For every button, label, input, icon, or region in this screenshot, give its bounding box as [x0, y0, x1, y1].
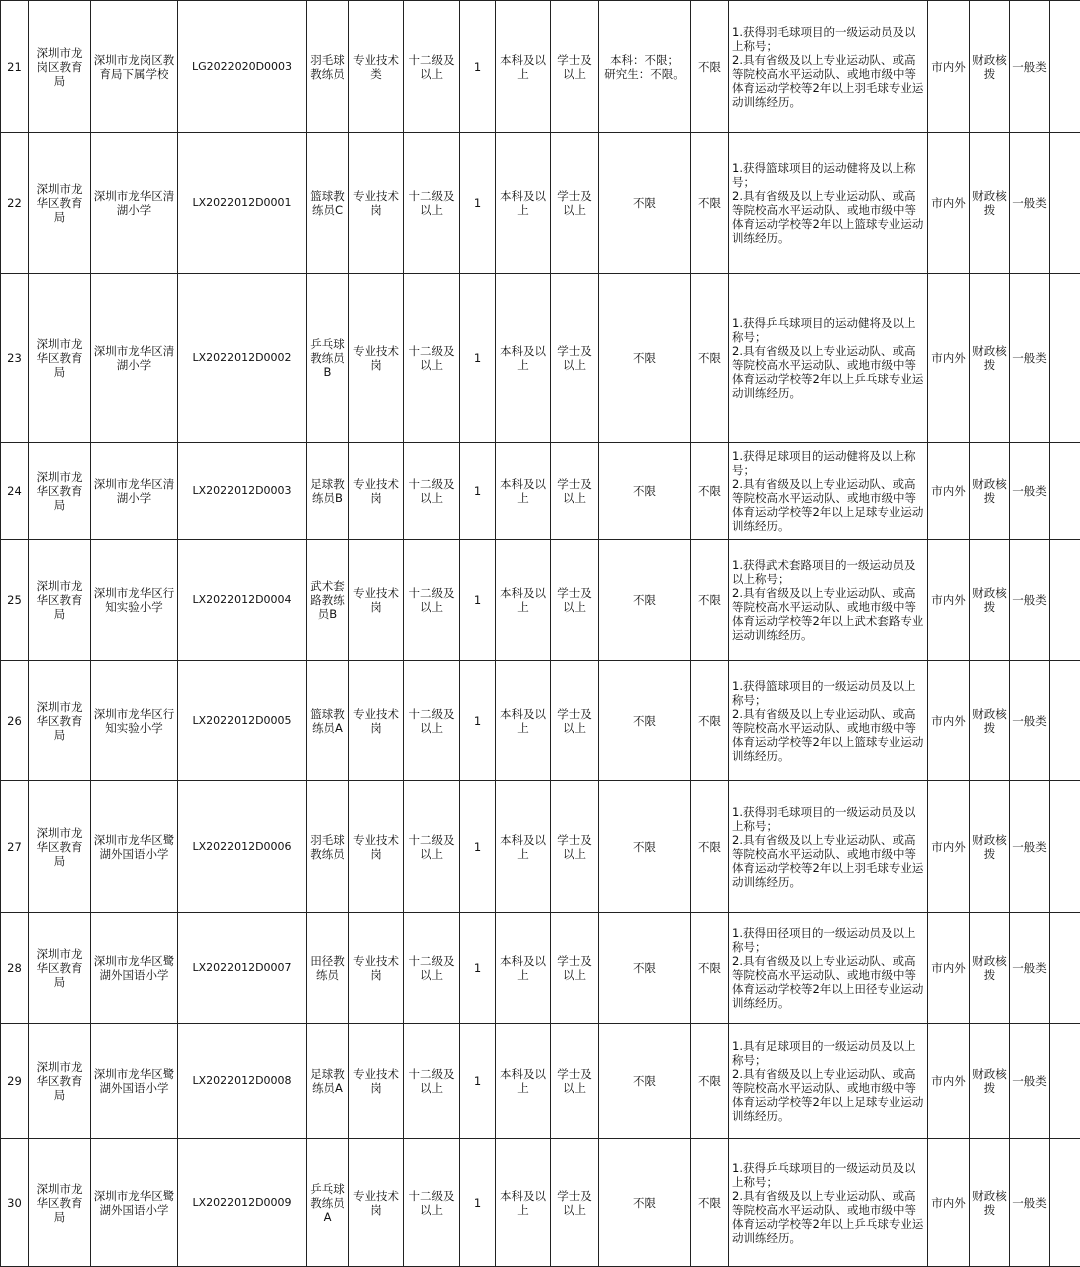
position-name-cell: 武术套路教练员B [307, 540, 349, 661]
headcount-cell: 1 [460, 781, 496, 913]
row-number: 25 [1, 540, 29, 661]
headcount-cell: 1 [460, 443, 496, 540]
table-row [1, 274, 1080, 443]
unit-cell: 深圳市龙岗区教育局下属学校 [91, 1, 178, 133]
recruit-scope-cell: 市内外 [928, 781, 970, 913]
recruit-scope-cell: 市内外 [928, 1, 970, 133]
unit-cell: 深圳市龙华区行知实验小学 [91, 661, 178, 781]
position-code-cell: LX2022012D0005 [178, 661, 307, 781]
major-cell: 不限 [599, 133, 691, 274]
position-code-cell: LX2022012D0009 [178, 1139, 307, 1267]
headcount-cell: 1 [460, 1024, 496, 1139]
headcount-cell: 1 [460, 540, 496, 661]
position-name-cell: 足球教练员A [307, 1024, 349, 1139]
unit-cell: 深圳市龙华区鹭湖外国语小学 [91, 781, 178, 913]
extra-cell [1050, 661, 1080, 781]
position-type-cell: 专业技术类 [349, 1, 404, 133]
position-name-cell: 篮球教练员A [307, 661, 349, 781]
category-cell: 一般类 [1010, 133, 1050, 274]
education-cell: 本科及以上 [496, 781, 551, 913]
major-cell: 不限 [599, 540, 691, 661]
funding-cell: 财政核拨 [970, 1024, 1010, 1139]
funding-cell: 财政核拨 [970, 1139, 1010, 1267]
table-row [1, 661, 1080, 781]
recruit-scope-cell: 市内外 [928, 913, 970, 1024]
category-cell: 一般类 [1010, 1139, 1050, 1267]
level-cell: 十二级及以上 [404, 661, 460, 781]
other-requirement-cell: 不限 [691, 274, 729, 443]
row-number: 24 [1, 443, 29, 540]
education-cell: 本科及以上 [496, 133, 551, 274]
other-requirement-cell: 不限 [691, 1, 729, 133]
level-cell: 十二级及以上 [404, 1139, 460, 1267]
major-cell: 不限 [599, 274, 691, 443]
other-requirement-cell: 不限 [691, 133, 729, 274]
category-cell: 一般类 [1010, 274, 1050, 443]
category-cell: 一般类 [1010, 781, 1050, 913]
department-cell: 深圳市龙华区教育局 [29, 133, 91, 274]
position-type-cell: 专业技术岗 [349, 274, 404, 443]
level-cell: 十二级及以上 [404, 274, 460, 443]
department-cell: 深圳市龙华区教育局 [29, 1139, 91, 1267]
education-cell: 本科及以上 [496, 274, 551, 443]
other-requirement-cell: 不限 [691, 913, 729, 1024]
table-row [1, 1024, 1080, 1139]
level-cell: 十二级及以上 [404, 1, 460, 133]
position-type-cell: 专业技术岗 [349, 913, 404, 1024]
level-cell: 十二级及以上 [404, 781, 460, 913]
position-type-cell: 专业技术岗 [349, 540, 404, 661]
position-type-cell: 专业技术岗 [349, 133, 404, 274]
funding-cell: 财政核拨 [970, 540, 1010, 661]
row-number: 29 [1, 1024, 29, 1139]
row-number: 21 [1, 1, 29, 133]
level-cell: 十二级及以上 [404, 913, 460, 1024]
extra-cell [1050, 781, 1080, 913]
extra-cell [1050, 443, 1080, 540]
recruit-scope-cell: 市内外 [928, 1024, 970, 1139]
position-type-cell: 专业技术岗 [349, 781, 404, 913]
major-cell: 不限 [599, 661, 691, 781]
requirements-cell: 1.获得羽毛球项目的一级运动员及以上称号； 2.具有省级及以上专业运动队、或高等院校高水平运动队、或地市级中等体育运动学校等2年以上羽毛球专业运动训练经历。 [729, 781, 928, 913]
headcount-cell: 1 [460, 133, 496, 274]
category-cell: 一般类 [1010, 661, 1050, 781]
funding-cell: 财政核拨 [970, 443, 1010, 540]
position-code-cell: LX2022012D0006 [178, 781, 307, 913]
recruit-scope-cell: 市内外 [928, 133, 970, 274]
major-cell: 不限 [599, 1024, 691, 1139]
level-cell: 十二级及以上 [404, 1024, 460, 1139]
degree-cell: 学士及以上 [551, 661, 599, 781]
unit-cell: 深圳市龙华区行知实验小学 [91, 540, 178, 661]
table-row [1, 443, 1080, 540]
row-number: 27 [1, 781, 29, 913]
requirements-cell: 1.获得篮球项目的运动健将及以上称号； 2.具有省级及以上专业运动队、或高等院校高水平运动队、或地市级中等体育运动学校等2年以上篮球专业运动训练经历。 [729, 133, 928, 274]
level-cell: 十二级及以上 [404, 540, 460, 661]
table-row [1, 133, 1080, 274]
education-cell: 本科及以上 [496, 913, 551, 1024]
degree-cell: 学士及以上 [551, 274, 599, 443]
position-code-cell: LG2022020D0003 [178, 1, 307, 133]
requirements-cell: 1.获得乒乓球项目的一级运动员及以上称号； 2.具有省级及以上专业运动队、或高等院校高水平运动队、或地市级中等体育运动学校等2年以上乒乓球专业运动训练经历。 [729, 1139, 928, 1267]
degree-cell: 学士及以上 [551, 1, 599, 133]
degree-cell: 学士及以上 [551, 133, 599, 274]
category-cell: 一般类 [1010, 443, 1050, 540]
position-type-cell: 专业技术岗 [349, 1139, 404, 1267]
department-cell: 深圳市龙华区教育局 [29, 913, 91, 1024]
extra-cell [1050, 274, 1080, 443]
department-cell: 深圳市龙华区教育局 [29, 1024, 91, 1139]
position-type-cell: 专业技术岗 [349, 443, 404, 540]
recruit-scope-cell: 市内外 [928, 1139, 970, 1267]
major-cell: 本科：不限； 研究生：不限。 [599, 1, 691, 133]
department-cell: 深圳市龙华区教育局 [29, 781, 91, 913]
row-number: 28 [1, 913, 29, 1024]
unit-cell: 深圳市龙华区清湖小学 [91, 443, 178, 540]
extra-cell [1050, 540, 1080, 661]
extra-cell [1050, 1024, 1080, 1139]
degree-cell: 学士及以上 [551, 913, 599, 1024]
other-requirement-cell: 不限 [691, 781, 729, 913]
education-cell: 本科及以上 [496, 1024, 551, 1139]
recruit-scope-cell: 市内外 [928, 661, 970, 781]
category-cell: 一般类 [1010, 1024, 1050, 1139]
position-code-cell: LX2022012D0003 [178, 443, 307, 540]
position-name-cell: 羽毛球教练员 [307, 781, 349, 913]
degree-cell: 学士及以上 [551, 540, 599, 661]
category-cell: 一般类 [1010, 913, 1050, 1024]
extra-cell [1050, 1139, 1080, 1267]
requirements-cell: 1.具有足球项目的一级运动员及以上称号； 2.具有省级及以上专业运动队、或高等院校高水平运动队、或地市级中等体育运动学校等2年以上足球专业运动训练经历。 [729, 1024, 928, 1139]
row-number: 26 [1, 661, 29, 781]
other-requirement-cell: 不限 [691, 1139, 729, 1267]
major-cell: 不限 [599, 913, 691, 1024]
recruit-scope-cell: 市内外 [928, 443, 970, 540]
requirements-cell: 1.获得篮球项目的一级运动员及以上称号； 2.具有省级及以上专业运动队、或高等院校高水平运动队、或地市级中等体育运动学校等2年以上篮球专业运动训练经历。 [729, 661, 928, 781]
position-name-cell: 乒乓球教练员B [307, 274, 349, 443]
other-requirement-cell: 不限 [691, 1024, 729, 1139]
position-code-cell: LX2022012D0007 [178, 913, 307, 1024]
funding-cell: 财政核拨 [970, 661, 1010, 781]
education-cell: 本科及以上 [496, 1139, 551, 1267]
department-cell: 深圳市龙华区教育局 [29, 443, 91, 540]
other-requirement-cell: 不限 [691, 443, 729, 540]
degree-cell: 学士及以上 [551, 1024, 599, 1139]
position-code-cell: LX2022012D0004 [178, 540, 307, 661]
requirements-cell: 1.获得羽毛球项目的一级运动员及以上称号； 2.具有省级及以上专业运动队、或高等院校高水平运动队、或地市级中等体育运动学校等2年以上羽毛球专业运动训练经历。 [729, 1, 928, 133]
funding-cell: 财政核拨 [970, 913, 1010, 1024]
requirements-cell: 1.获得田径项目的一级运动员及以上称号； 2.具有省级及以上专业运动队、或高等院校高水平运动队、或地市级中等体育运动学校等2年以上田径专业运动训练经历。 [729, 913, 928, 1024]
headcount-cell: 1 [460, 274, 496, 443]
category-cell: 一般类 [1010, 540, 1050, 661]
position-type-cell: 专业技术岗 [349, 661, 404, 781]
degree-cell: 学士及以上 [551, 781, 599, 913]
unit-cell: 深圳市龙华区清湖小学 [91, 274, 178, 443]
level-cell: 十二级及以上 [404, 133, 460, 274]
unit-cell: 深圳市龙华区清湖小学 [91, 133, 178, 274]
funding-cell: 财政核拨 [970, 274, 1010, 443]
row-number: 22 [1, 133, 29, 274]
unit-cell: 深圳市龙华区鹭湖外国语小学 [91, 1139, 178, 1267]
other-requirement-cell: 不限 [691, 540, 729, 661]
table-row [1, 1139, 1080, 1267]
row-number: 23 [1, 274, 29, 443]
recruit-scope-cell: 市内外 [928, 540, 970, 661]
education-cell: 本科及以上 [496, 443, 551, 540]
table-row [1, 1, 1080, 133]
category-cell: 一般类 [1010, 1, 1050, 133]
funding-cell: 财政核拨 [970, 781, 1010, 913]
extra-cell [1050, 1, 1080, 133]
education-cell: 本科及以上 [496, 1, 551, 133]
table-row [1, 781, 1080, 913]
funding-cell: 财政核拨 [970, 133, 1010, 274]
department-cell: 深圳市龙华区教育局 [29, 274, 91, 443]
headcount-cell: 1 [460, 1, 496, 133]
requirements-cell: 1.获得足球项目的运动健将及以上称号； 2.具有省级及以上专业运动队、或高等院校高水平运动队、或地市级中等体育运动学校等2年以上足球专业运动训练经历。 [729, 443, 928, 540]
requirements-cell: 1.获得乒乓球项目的运动健将及以上称号； 2.具有省级及以上专业运动队、或高等院校高水平运动队、或地市级中等体育运动学校等2年以上乒乓球专业运动训练经历。 [729, 274, 928, 443]
unit-cell: 深圳市龙华区鹭湖外国语小学 [91, 913, 178, 1024]
level-cell: 十二级及以上 [404, 443, 460, 540]
position-name-cell: 田径教练员 [307, 913, 349, 1024]
extra-cell [1050, 133, 1080, 274]
major-cell: 不限 [599, 1139, 691, 1267]
department-cell: 深圳市龙岗区教育局 [29, 1, 91, 133]
position-type-cell: 专业技术岗 [349, 1024, 404, 1139]
extra-cell [1050, 913, 1080, 1024]
major-cell: 不限 [599, 443, 691, 540]
position-code-cell: LX2022012D0001 [178, 133, 307, 274]
row-number: 30 [1, 1139, 29, 1267]
department-cell: 深圳市龙华区教育局 [29, 661, 91, 781]
degree-cell: 学士及以上 [551, 443, 599, 540]
other-requirement-cell: 不限 [691, 661, 729, 781]
headcount-cell: 1 [460, 661, 496, 781]
degree-cell: 学士及以上 [551, 1139, 599, 1267]
funding-cell: 财政核拨 [970, 1, 1010, 133]
major-cell: 不限 [599, 781, 691, 913]
position-name-cell: 足球教练员B [307, 443, 349, 540]
headcount-cell: 1 [460, 1139, 496, 1267]
position-code-cell: LX2022012D0002 [178, 274, 307, 443]
table-row [1, 540, 1080, 661]
education-cell: 本科及以上 [496, 661, 551, 781]
position-code-cell: LX2022012D0008 [178, 1024, 307, 1139]
position-name-cell: 乒乓球教练员A [307, 1139, 349, 1267]
requirements-cell: 1.获得武术套路项目的一级运动员及以上称号； 2.具有省级及以上专业运动队、或高等院校高水平运动队、或地市级中等体育运动学校等2年以上武术套路专业运动训练经历。 [729, 540, 928, 661]
unit-cell: 深圳市龙华区鹭湖外国语小学 [91, 1024, 178, 1139]
recruit-scope-cell: 市内外 [928, 274, 970, 443]
position-name-cell: 篮球教练员C [307, 133, 349, 274]
table-row [1, 913, 1080, 1024]
education-cell: 本科及以上 [496, 540, 551, 661]
position-name-cell: 羽毛球教练员 [307, 1, 349, 133]
headcount-cell: 1 [460, 913, 496, 1024]
department-cell: 深圳市龙华区教育局 [29, 540, 91, 661]
